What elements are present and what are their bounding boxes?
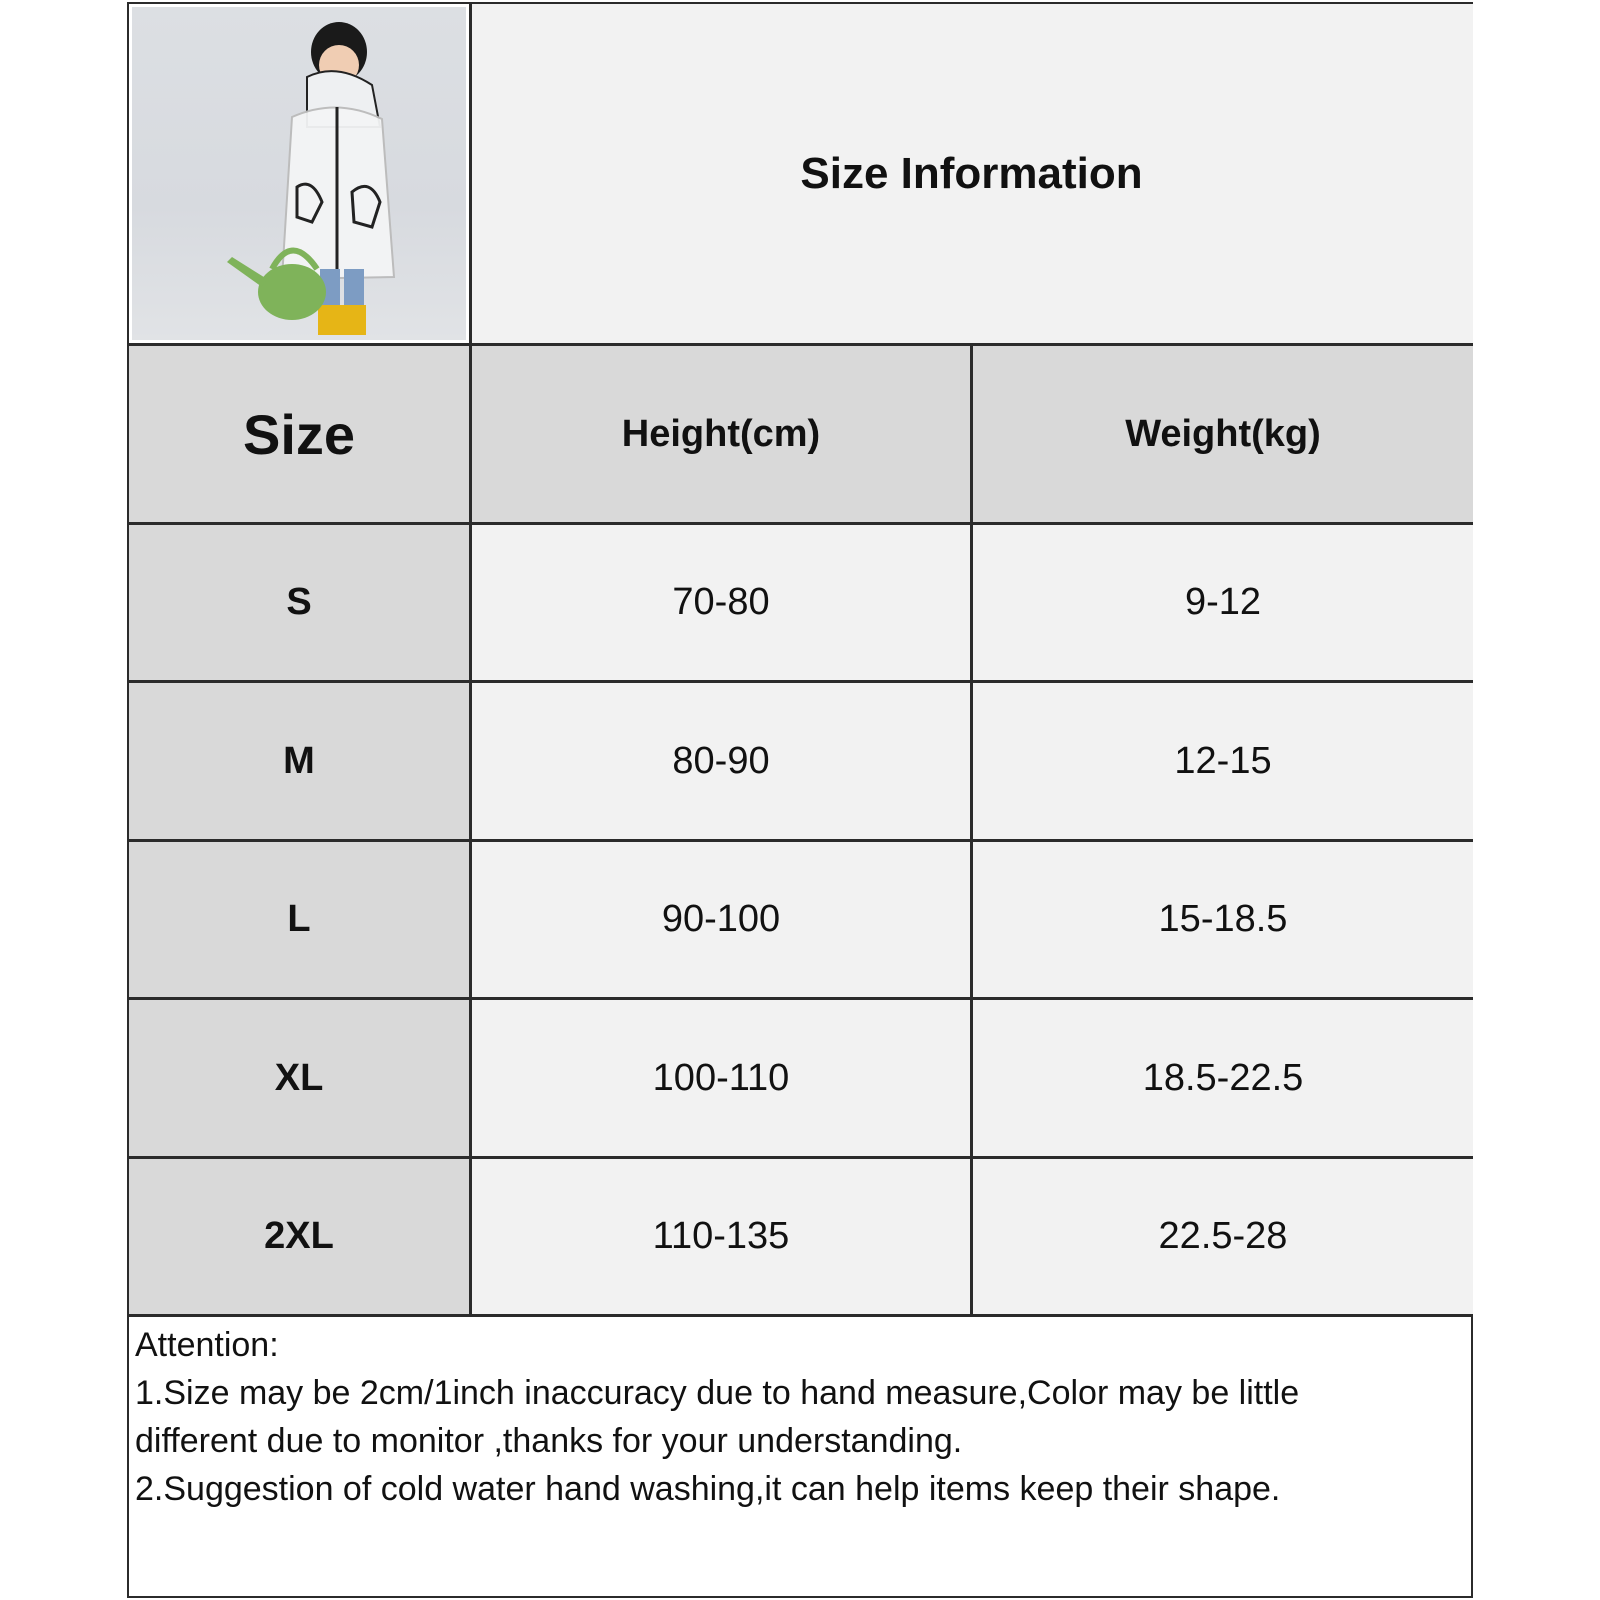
attention-notes <box>135 1321 1455 1513</box>
product-photo-cell <box>129 4 469 343</box>
title-cell <box>470 4 1473 343</box>
page-title: Size Information <box>800 148 1143 198</box>
size-label: S <box>286 581 312 623</box>
height-value: 110-135 <box>652 1215 790 1257</box>
size-label: L <box>287 898 311 940</box>
divider <box>129 343 1471 346</box>
divider <box>469 4 472 1317</box>
divider <box>970 343 973 1317</box>
table-row-size-cell <box>129 842 469 997</box>
table-row-height-cell <box>472 1159 970 1314</box>
table-row-size-cell <box>129 683 469 839</box>
table-row-height-cell <box>472 1000 970 1156</box>
size-label: 2XL <box>264 1215 334 1257</box>
table-row-weight-cell <box>973 842 1473 997</box>
header-weight-cell <box>973 346 1473 522</box>
table-row-height-cell <box>472 683 970 839</box>
table-row-size-cell <box>129 1159 469 1314</box>
table-row-weight-cell <box>973 1000 1473 1156</box>
notes-line-3: 2.Suggestion of cold water hand washing,it can help items keep their shape. <box>135 1470 1281 1508</box>
divider <box>129 1156 1471 1159</box>
weight-value: 12-15 <box>1174 739 1272 782</box>
weight-value: 22.5-28 <box>1158 1215 1288 1257</box>
table-row-weight-cell <box>973 1159 1473 1314</box>
divider <box>129 522 1471 525</box>
weight-value: 18.5-22.5 <box>1142 1056 1304 1099</box>
header-size-cell <box>129 346 469 522</box>
divider <box>129 680 1471 683</box>
divider <box>129 997 1471 1000</box>
size-label: XL <box>274 1056 324 1099</box>
divider <box>129 1314 1471 1317</box>
table-row-weight-cell <box>973 683 1473 839</box>
table-row-height-cell <box>472 525 970 680</box>
header-size: Size <box>242 402 356 466</box>
table-row-size-cell <box>129 1000 469 1156</box>
notes-line-1: 1.Size may be 2cm/1inch inaccuracy due to hand measure,Color may be little <box>135 1374 1300 1412</box>
child-raincoat-illustration <box>132 7 466 340</box>
header-height: Height(cm) <box>621 412 821 455</box>
notes-line-2: different due to monitor ,thanks for your understanding. <box>135 1422 963 1460</box>
weight-value: 15-18.5 <box>1158 898 1288 940</box>
size-label: M <box>283 739 315 782</box>
height-value: 90-100 <box>661 898 781 940</box>
weight-value: 9-12 <box>1184 581 1262 623</box>
header-weight: Weight(kg) <box>1125 412 1321 455</box>
child-raincoat-photo <box>132 7 466 340</box>
divider <box>129 839 1471 842</box>
table-row-weight-cell <box>973 525 1473 680</box>
header-height-cell <box>472 346 970 522</box>
height-value: 80-90 <box>672 739 770 782</box>
notes-heading: Attention: <box>135 1326 279 1364</box>
table-row-height-cell <box>472 842 970 997</box>
size-chart <box>127 2 1473 1598</box>
table-row-size-cell <box>129 525 469 680</box>
height-value: 70-80 <box>672 581 770 623</box>
height-value: 100-110 <box>652 1056 790 1099</box>
